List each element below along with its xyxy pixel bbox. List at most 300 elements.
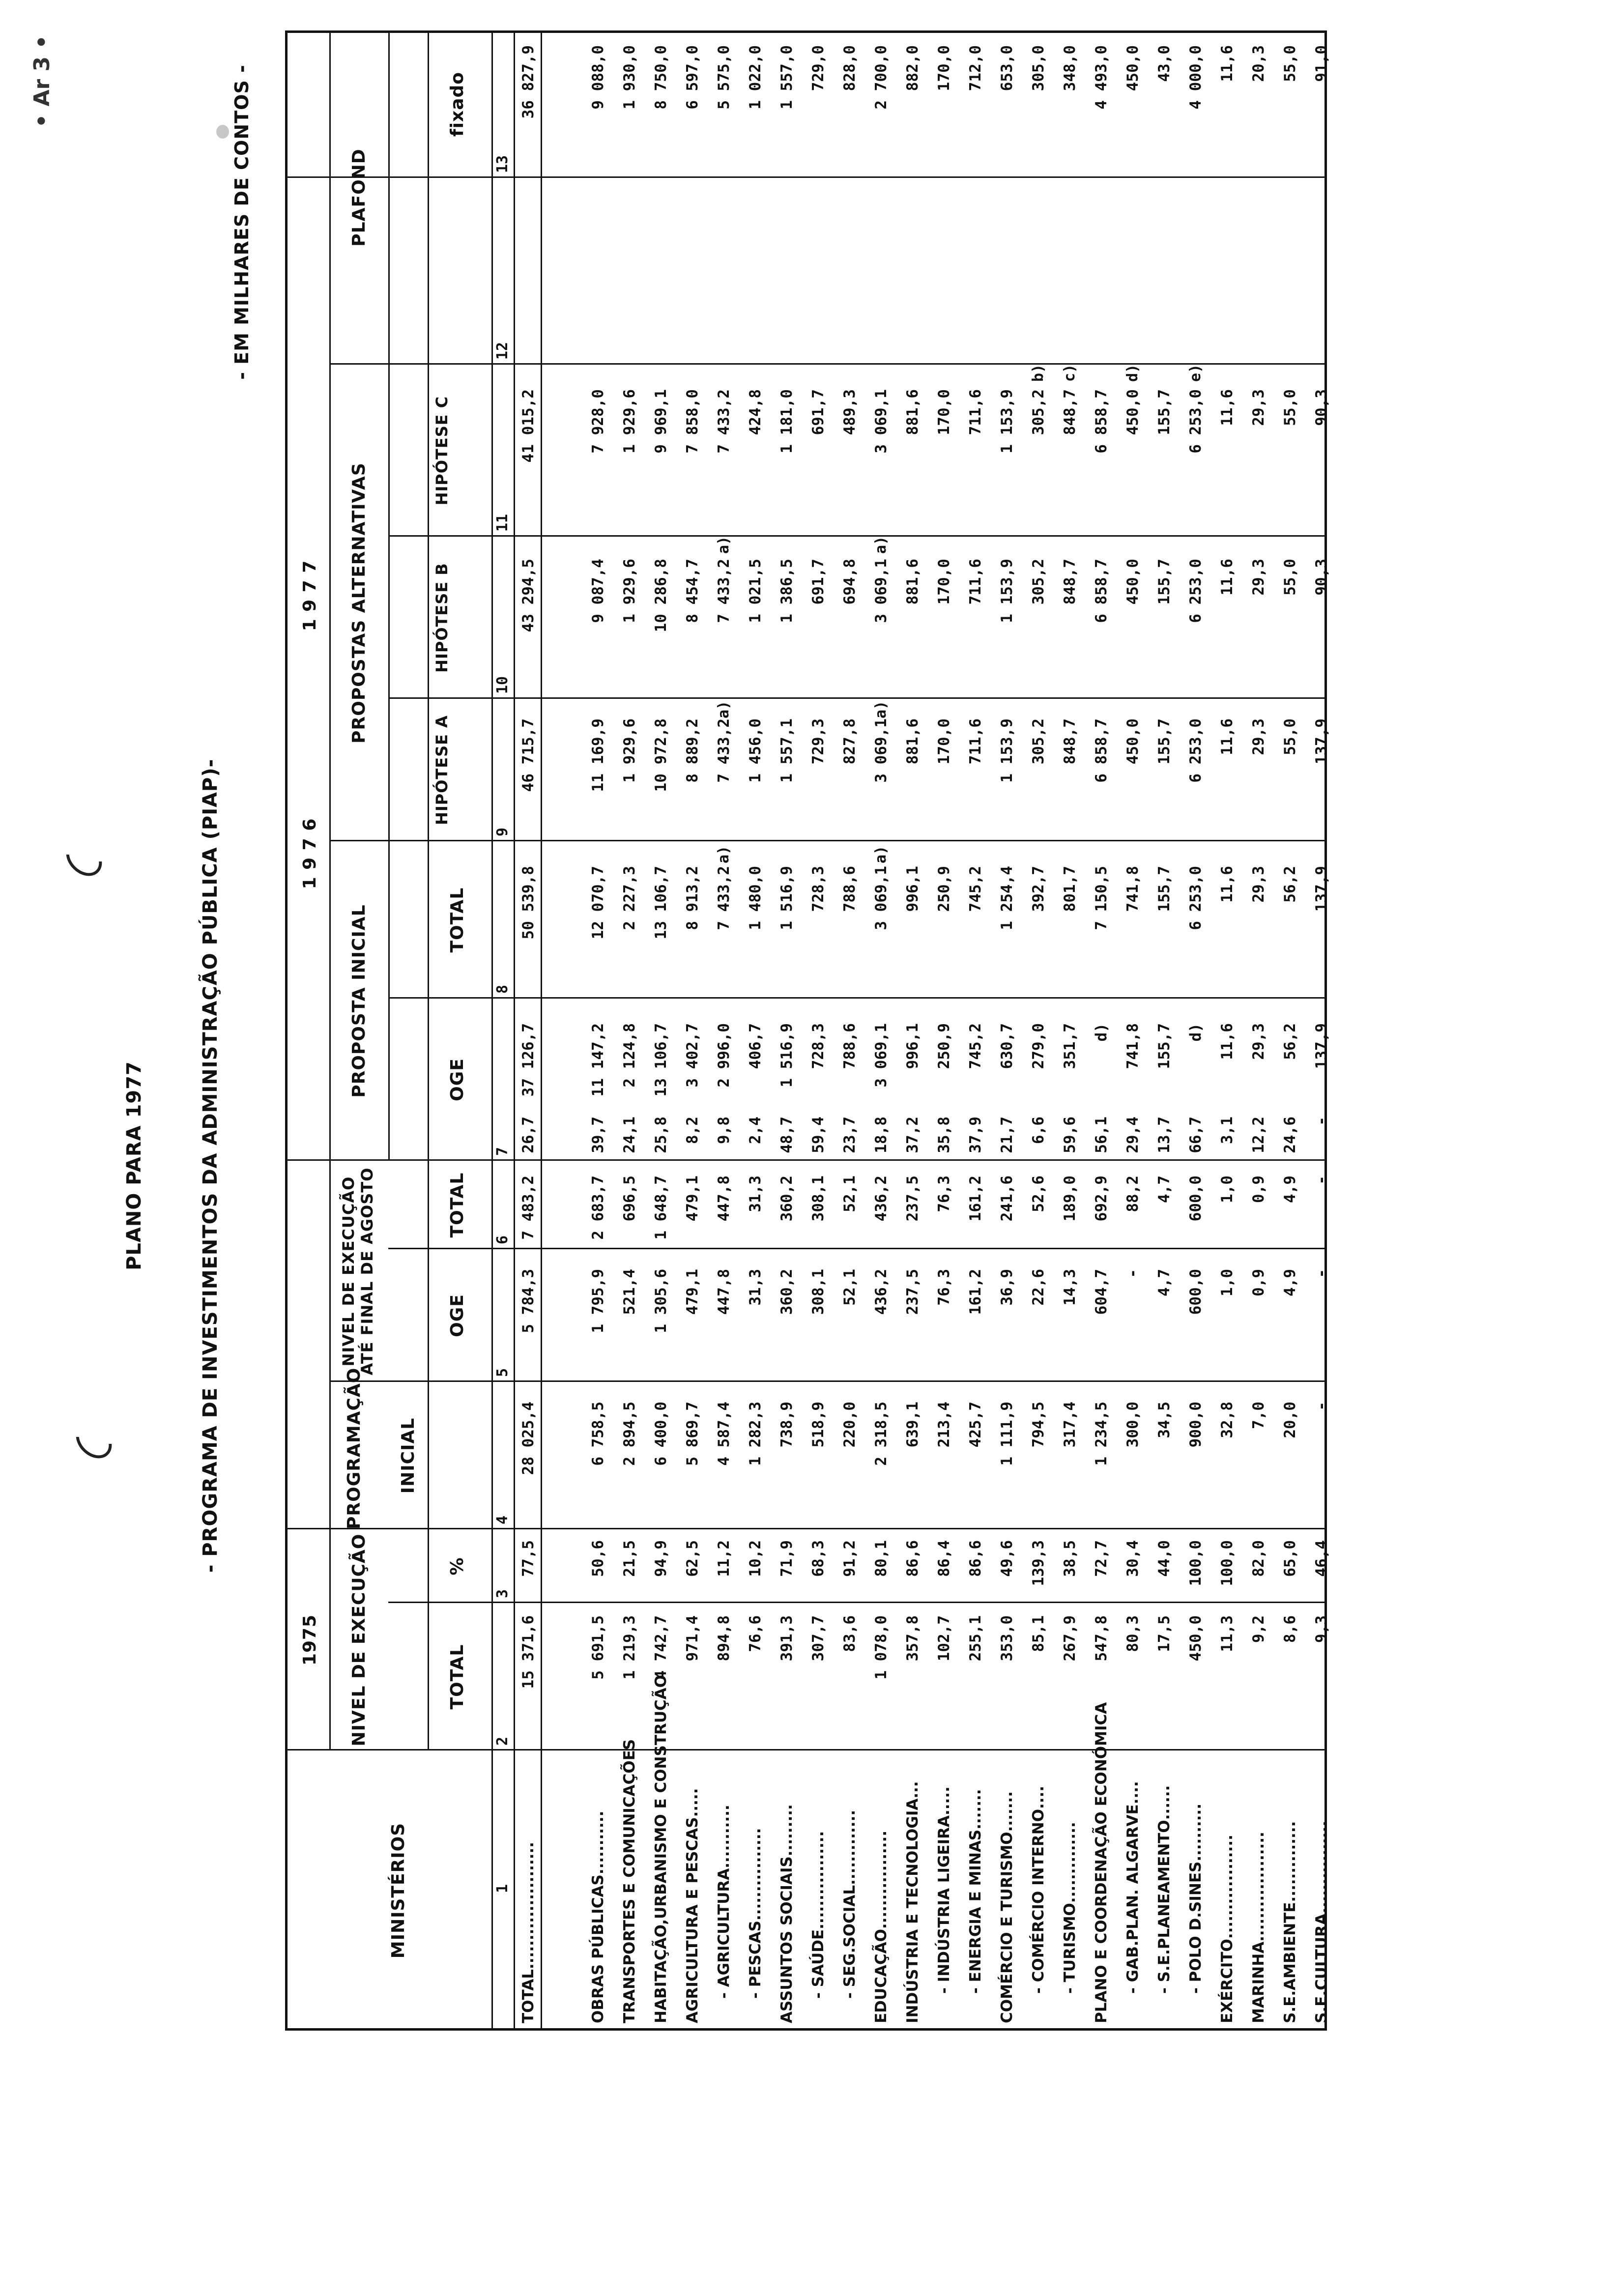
ministry-name: AGRICULTURA E PESCAS [684, 1817, 701, 2023]
table-cell: 2 700,0 [872, 45, 890, 110]
ministry-label [590, 1811, 606, 2023]
ministry-label [967, 1789, 984, 1994]
table-cell: 353,0 [998, 1615, 1016, 1662]
table-cell: 62,5 [684, 1540, 701, 1577]
table-cell: 90,3 [1313, 559, 1330, 596]
table-cell: 305,2 [1030, 559, 1047, 605]
header-nivel-agosto: NIVEL DE EXECUÇÃO ATÉ FINAL DE AGOSTO [339, 1167, 376, 1376]
table-cell: 5 869,7 [684, 1402, 701, 1466]
table-cell: 881,6 [904, 718, 921, 765]
colnum-2: 2 [494, 1736, 511, 1746]
ministry-name: PLANO E COORDENAÇÃO ECONÓMICA [1093, 1702, 1110, 2023]
table-cell: 630,7 [998, 1023, 1016, 1069]
table-cell: 10 972,8 [652, 718, 670, 792]
table-cell: 9,3 [1313, 1615, 1330, 1643]
leader-dots: ................. [872, 1830, 890, 1929]
table-cell: 971,4 [684, 1615, 701, 1662]
table-cell: 848,7 [1061, 718, 1079, 765]
table-cell: 55,0 [1281, 45, 1299, 82]
table-cell: 241,6 [998, 1176, 1016, 1222]
table-cell: 1 111,9 [998, 1402, 1016, 1466]
table-cell: 828,0 [841, 45, 859, 91]
table-cell: 1 516,9 [778, 1023, 796, 1088]
table-cell: 728,3 [809, 866, 827, 912]
table-cell: 31,3 [747, 1176, 764, 1212]
subhead-pct-1975: % [447, 1557, 467, 1576]
table-cell: 11 147,2 [589, 1023, 607, 1097]
header-1975: 1975 [300, 1614, 320, 1666]
header-1977: 1 9 7 7 [300, 560, 320, 631]
table-cell: 48,7 [778, 1117, 796, 1153]
table-cell: 900,0 [1187, 1402, 1205, 1448]
table-cell: 46 715,7 [519, 718, 537, 792]
table-cell: 305,2 [1030, 718, 1047, 765]
ministry-name: S.E.CULTURA [1313, 1913, 1330, 2023]
ministry-name: TOTAL [519, 1969, 537, 2023]
table-cell: 35,8 [935, 1117, 953, 1153]
leader-dots: ............. [841, 1809, 859, 1885]
table-cell: 77,5 [519, 1540, 537, 1577]
colnum-4: 4 [494, 1515, 511, 1524]
leader-dots: ........... [715, 1805, 733, 1868]
leader-dots: .................. [1218, 1835, 1236, 1939]
leader-dots: .............. [1061, 1822, 1079, 1903]
table-cell: 38,5 [1061, 1540, 1079, 1577]
table-cell: 479,1 [684, 1176, 701, 1222]
table-cell: 18,8 [872, 1117, 890, 1153]
footnote-marker: b) [1030, 364, 1047, 382]
table-cell: 1 153,9 [998, 718, 1016, 783]
table-cell: 1 516,9 [778, 866, 796, 930]
table-cell: 1 480,0 [747, 866, 764, 930]
ministry-name: EXÉRCITO [1218, 1939, 1236, 2023]
colnum-6: 6 [494, 1235, 511, 1244]
table-cell: 691,7 [809, 389, 827, 435]
footnote-marker: a) [872, 700, 890, 718]
table-cell: 5 784,3 [519, 1269, 537, 1333]
ministry-label [1062, 1822, 1078, 1994]
table-cell: 55,0 [1281, 389, 1299, 426]
ministry-label [1030, 1786, 1047, 1994]
ministry-label [778, 1804, 795, 2023]
table-cell: 65,0 [1281, 1540, 1299, 1577]
table-cell: - [1313, 1117, 1330, 1126]
header-proposta-inicial: PROPOSTA INICIAL [349, 904, 369, 1098]
table-cell: 100,0 [1187, 1540, 1205, 1586]
table-cell: 7 433,2 [715, 718, 733, 783]
colnum-12: 12 [494, 342, 511, 360]
table-cell: 31,3 [747, 1269, 764, 1306]
table-cell: 450,0 [1124, 718, 1142, 765]
ministry-label [904, 1781, 921, 2023]
table-cell: 85,1 [1030, 1615, 1047, 1652]
table-cell: 712,0 [967, 45, 984, 91]
table-cell: 305,0 [1030, 45, 1047, 91]
ministry-label [1250, 1832, 1267, 2023]
ministry-label [810, 1831, 827, 1999]
table-cell: 882,0 [904, 45, 921, 91]
table-cell: 26,7 [519, 1117, 537, 1153]
table-cell: 6 253,0 [1187, 718, 1205, 783]
table-cell: 170,0 [935, 389, 953, 435]
table-cell: 68,3 [809, 1540, 827, 1577]
header-programacao: PROGRAMAÇÃO [344, 1367, 364, 1529]
table-cell: 424,8 [747, 389, 764, 435]
ministry-name: TRANSPORTES E COMUNICAÇÕES [621, 1739, 638, 2023]
leader-dots: ................. [809, 1831, 827, 1929]
ministry-label [520, 1842, 537, 2023]
table-cell: 155,7 [1155, 718, 1173, 765]
table-cell: 788,6 [841, 1023, 859, 1069]
table-cell: 36,9 [998, 1269, 1016, 1306]
table-cell: 7 433,2 [715, 559, 733, 623]
table-cell: 14,3 [1061, 1269, 1079, 1306]
table-cell: 1 648,7 [652, 1176, 670, 1240]
rule-colnums [491, 30, 493, 2031]
table-cell: 10 286,8 [652, 559, 670, 632]
table-cell: 4,9 [1281, 1269, 1299, 1296]
table-cell: 9 969,1 [652, 389, 670, 454]
table-cell: 34,5 [1155, 1402, 1173, 1438]
table-cell: 13,7 [1155, 1117, 1173, 1153]
ministry-label [716, 1805, 732, 1999]
leader-dots: ....... [998, 1791, 1016, 1832]
table-cell: 3 402,7 [684, 1023, 701, 1088]
table-cell: 91,0 [1313, 45, 1330, 82]
table-cell: 37,2 [904, 1117, 921, 1153]
table-cell: 9 088,0 [589, 45, 607, 110]
leader-dots: ...................... [519, 1841, 537, 1970]
table-cell: 1 078,0 [872, 1615, 890, 1680]
table-cell: 25,8 [652, 1117, 670, 1153]
table-cell: 82,0 [1250, 1540, 1267, 1577]
ministry-name: MARINHA [1250, 1941, 1267, 2023]
table-cell: 137,9 [1313, 1023, 1330, 1069]
ministry-name: - SAÚDE [809, 1929, 827, 1999]
table-cell: 6 253,0 [1187, 559, 1205, 623]
table-cell: 691,7 [809, 559, 827, 605]
table-cell: 729,0 [809, 45, 827, 91]
table-cell: - [1124, 1269, 1142, 1278]
table-cell: 1 022,0 [747, 45, 764, 110]
leader-dots: ......... [778, 1804, 796, 1857]
table-cell: 13 106,7 [652, 1023, 670, 1097]
table-cell: 237,5 [904, 1269, 921, 1315]
table-cell: 392,7 [1030, 866, 1047, 912]
footnote-marker: e) [1187, 364, 1204, 382]
table-cell: 308,1 [809, 1269, 827, 1315]
table-cell: 436,2 [872, 1176, 890, 1222]
subhead-oge-1977: OGE [447, 1058, 467, 1101]
table-cell: 1 305,6 [652, 1269, 670, 1333]
table-cell: 1 282,3 [747, 1402, 764, 1466]
leader-dots: ................ [747, 1828, 764, 1921]
colnum-7: 7 [494, 1147, 511, 1156]
table-cell: 6 597,0 [684, 45, 701, 110]
table-cell: 450,0 [1124, 389, 1142, 435]
table-cell: 1 929,6 [621, 559, 638, 623]
table-cell: 49,6 [998, 1540, 1016, 1577]
table-cell: 76,3 [935, 1269, 953, 1306]
table-cell: 881,6 [904, 389, 921, 435]
ministry-label [1187, 1804, 1204, 1994]
table-cell: 11,6 [1218, 389, 1236, 426]
table-cell: d) [1187, 1023, 1205, 1042]
table-cell: 41 015,2 [519, 389, 537, 463]
table-cell: 137,9 [1313, 718, 1330, 765]
table-cell: 11 169,9 [589, 718, 607, 792]
table-cell: 8,6 [1281, 1615, 1299, 1643]
leader-dots: ................ [1313, 1820, 1330, 1914]
ministry-label [684, 1788, 701, 2023]
table-cell: 56,2 [1281, 1023, 1299, 1060]
table-cell: 213,4 [935, 1402, 953, 1448]
table-cell: 66,7 [1187, 1117, 1205, 1153]
table-cell: 7,0 [1250, 1402, 1267, 1429]
table-cell: 801,7 [1061, 866, 1079, 912]
table-cell: 1 795,9 [589, 1269, 607, 1333]
header-propostas-alternativas: PROPOSTAS ALTERNATIVAS [349, 462, 369, 744]
table-cell: 20,3 [1250, 45, 1267, 82]
table-cell: 711,6 [967, 718, 984, 765]
leader-dots: ....... [967, 1789, 984, 1830]
document-subtitle: - PROGRAMA DE INVESTIMENTOS DA ADMINISTRAÇÃO PÚBLICA (PIAP)- [199, 758, 222, 1573]
table-cell: 360,2 [778, 1176, 796, 1222]
table-cell: 170,0 [935, 559, 953, 605]
table-cell: 76,3 [935, 1176, 953, 1212]
table-cell: 7 433,2 [715, 389, 733, 454]
table-cell: 11,6 [1218, 559, 1236, 596]
table-cell: 23,7 [841, 1117, 859, 1153]
ministry-name: - INDÚSTRIA LIGEIRA [935, 1815, 953, 1994]
table-cell: 425,7 [967, 1402, 984, 1448]
table-cell: 653,0 [998, 45, 1016, 91]
table-cell: 447,8 [715, 1269, 733, 1315]
table-cell: 71,9 [778, 1540, 796, 1577]
table-cell: 0,9 [1250, 1176, 1267, 1203]
table-cell: 406,7 [747, 1023, 764, 1069]
rule-body [514, 30, 515, 2031]
footnote-marker: a) [715, 536, 732, 554]
table-cell: 52,1 [841, 1269, 859, 1306]
corner-mark: • Ar 3 • [29, 35, 55, 128]
table-cell: 100,0 [1218, 1540, 1236, 1586]
table-cell: 50,6 [589, 1540, 607, 1577]
table-cell: 894,8 [715, 1615, 733, 1662]
table-cell: 55,0 [1281, 718, 1299, 755]
table-cell: 86,6 [967, 1540, 984, 1577]
table-cell: 161,2 [967, 1176, 984, 1222]
leader-dots: ................... [1250, 1832, 1267, 1942]
table-cell: d) [1093, 1023, 1110, 1042]
table-cell: 1 153,9 [998, 389, 1016, 454]
table-cell: 3 069,1 [872, 559, 890, 623]
table-cell: 794,5 [1030, 1402, 1047, 1448]
table-cell: 3,1 [1218, 1117, 1236, 1144]
table-cell: 8 750,0 [652, 45, 670, 110]
table-cell: 155,7 [1155, 559, 1173, 605]
table-cell: 10,2 [747, 1540, 764, 1577]
table-cell: 21,7 [998, 1117, 1016, 1153]
table-cell: 36 827,9 [519, 45, 537, 119]
table-cell: 11,2 [715, 1540, 733, 1577]
table-cell: 17,5 [1155, 1615, 1173, 1652]
ministry-name: - POLO D.SINES [1187, 1861, 1205, 1994]
table-cell: 80,3 [1124, 1615, 1142, 1652]
table-cell: 547,8 [1093, 1615, 1110, 1662]
table-cell: 56,1 [1093, 1117, 1110, 1153]
table-cell: 489,3 [841, 389, 859, 435]
table-cell: 307,7 [809, 1615, 827, 1662]
table-cell: 29,3 [1250, 866, 1267, 903]
rule-after-total [541, 30, 542, 2031]
table-cell: 80,1 [872, 1540, 890, 1577]
table-cell: 13 106,7 [652, 866, 670, 940]
ministry-label [1156, 1785, 1173, 1994]
table-cell: 4 000,0 [1187, 45, 1205, 110]
table-cell: 827,8 [841, 718, 859, 765]
table-cell: 521,4 [621, 1269, 638, 1315]
col-rule-10 [388, 535, 1327, 537]
table-cell: 357,8 [904, 1615, 921, 1662]
table-cell: 600,0 [1187, 1176, 1205, 1222]
table-cell: 711,6 [967, 389, 984, 435]
ministry-label [1313, 1821, 1330, 2023]
table-cell: 3 069,1 [872, 866, 890, 930]
document-title: PLANO PARA 1977 [123, 1061, 145, 1270]
table-cell: 1 219,3 [621, 1615, 638, 1680]
colnum-9: 9 [494, 827, 511, 836]
table-cell: 170,0 [935, 718, 953, 765]
subhead-oge-1976: OGE [447, 1294, 467, 1337]
table-cell: 738,9 [778, 1402, 796, 1448]
table-cell: 450,0 [1124, 45, 1142, 91]
table-cell: 43,0 [1155, 45, 1173, 82]
leader-dots: .............. [1281, 1821, 1299, 1902]
table-cell: 9,2 [1250, 1615, 1267, 1643]
table-cell: 2 227,3 [621, 866, 638, 930]
ministry-name: INDÚSTRIA E TECNOLOGIA [904, 1798, 921, 2023]
table-cell: 7 928,0 [589, 389, 607, 454]
colnum-3: 3 [494, 1589, 511, 1598]
colnum-1: 1 [494, 1884, 511, 1893]
table-cell: 76,6 [747, 1615, 764, 1652]
table-cell: 6 758,5 [589, 1402, 607, 1466]
table-cell: 8 889,2 [684, 718, 701, 783]
table-cell: 881,6 [904, 559, 921, 605]
table-cell: 360,2 [778, 1269, 796, 1315]
table-cell: 1 929,6 [621, 718, 638, 783]
table-cell: 317,4 [1061, 1402, 1079, 1448]
table-cell: 86,6 [904, 1540, 921, 1577]
table-cell: 37 126,7 [519, 1023, 537, 1097]
table-cell: 29,3 [1250, 389, 1267, 426]
table-cell: 1 557,1 [778, 718, 796, 783]
table-cell: 848,7 [1061, 389, 1079, 435]
ministry-label [936, 1786, 952, 1994]
table-cell: 694,8 [841, 559, 859, 605]
table-cell: 9,8 [715, 1117, 733, 1144]
table-cell: 8,2 [684, 1117, 701, 1144]
footnote-marker: a) [872, 536, 890, 554]
table-cell: 83,6 [841, 1615, 859, 1652]
ministry-name: - PESCAS [747, 1921, 764, 1999]
leader-dots: .... [1124, 1781, 1142, 1805]
table-cell: 711,6 [967, 559, 984, 605]
table-cell: 1 254,4 [998, 866, 1016, 930]
leader-dots: .... [1030, 1785, 1047, 1809]
table-cell: 848,7 [1061, 559, 1079, 605]
table-cell: 59,6 [1061, 1117, 1079, 1153]
leader-dots: ..... [684, 1788, 701, 1817]
table-cell: 6 253,0 [1187, 389, 1205, 454]
table-cell: 43 294,5 [519, 559, 537, 632]
table-cell: 479,1 [684, 1269, 701, 1315]
header-nivel-execucao: NIVEL DE EXECUÇÃO [349, 1533, 369, 1747]
ministry-name: HABITAÇÃO,URBANISMO E CONSTRUÇÃO [652, 1674, 670, 2023]
table-cell: 1 930,0 [621, 45, 638, 110]
table-cell: 30,4 [1124, 1540, 1142, 1577]
table-cell: 6,6 [1030, 1117, 1047, 1144]
table-cell: 741,8 [1124, 866, 1142, 912]
footnote-marker: a) [715, 845, 732, 863]
table-cell: 518,9 [809, 1402, 827, 1448]
table-cell: 2 124,8 [621, 1023, 638, 1088]
table-cell: 279,0 [1030, 1023, 1047, 1069]
col-rule-8 [329, 840, 1327, 841]
table-cell: 29,3 [1250, 559, 1267, 596]
table-cell: 29,3 [1250, 1023, 1267, 1060]
subhead-total-1976: TOTAL [447, 1172, 467, 1238]
table-cell: 692,9 [1093, 1176, 1110, 1222]
table-cell: 55,0 [1281, 559, 1299, 596]
table-cell: 11,6 [1218, 718, 1236, 755]
punch-hole-mark [69, 1415, 119, 1465]
ministry-name: - ENERGIA E MINAS [967, 1829, 984, 1994]
table-cell: 59,4 [809, 1117, 827, 1153]
header-plafond: PLAFOND [349, 148, 369, 247]
table-cell: 450,0 [1124, 559, 1142, 605]
table-cell: 37,9 [967, 1117, 984, 1153]
ministry-name: - SEG.SOCIAL [841, 1885, 859, 1999]
table-cell: 604,7 [1093, 1269, 1110, 1315]
col-rule-4 [329, 1380, 1327, 1382]
table-cell: 267,9 [1061, 1615, 1079, 1662]
table-cell: 29,4 [1124, 1117, 1142, 1153]
table-cell: 102,7 [935, 1615, 953, 1662]
footnote-marker: a) [872, 845, 890, 863]
table-cell: 1 021,5 [747, 559, 764, 623]
table-cell: 639,1 [904, 1402, 921, 1448]
table-cell: 155,7 [1155, 389, 1173, 435]
table-cell: 2,4 [747, 1117, 764, 1144]
table-cell: 90,3 [1313, 389, 1330, 426]
table-cell: 696,5 [621, 1176, 638, 1222]
table-cell: 29,3 [1250, 718, 1267, 755]
colnum-8: 8 [494, 984, 511, 994]
table-cell: 72,7 [1093, 1540, 1110, 1577]
table-cell: 11,3 [1218, 1615, 1236, 1652]
ministry-label [873, 1831, 890, 2023]
table-cell: 729,3 [809, 718, 827, 765]
table-cell: - [1313, 1176, 1330, 1185]
units-note: - EM MILHARES DE CONTOS - [231, 64, 253, 380]
ministry-label [1124, 1781, 1141, 1994]
table-cell: 305,2 [1030, 389, 1047, 435]
table-cell: 86,4 [935, 1540, 953, 1577]
table-cell: 155,7 [1155, 866, 1173, 912]
table-cell: 11,6 [1218, 1023, 1236, 1060]
